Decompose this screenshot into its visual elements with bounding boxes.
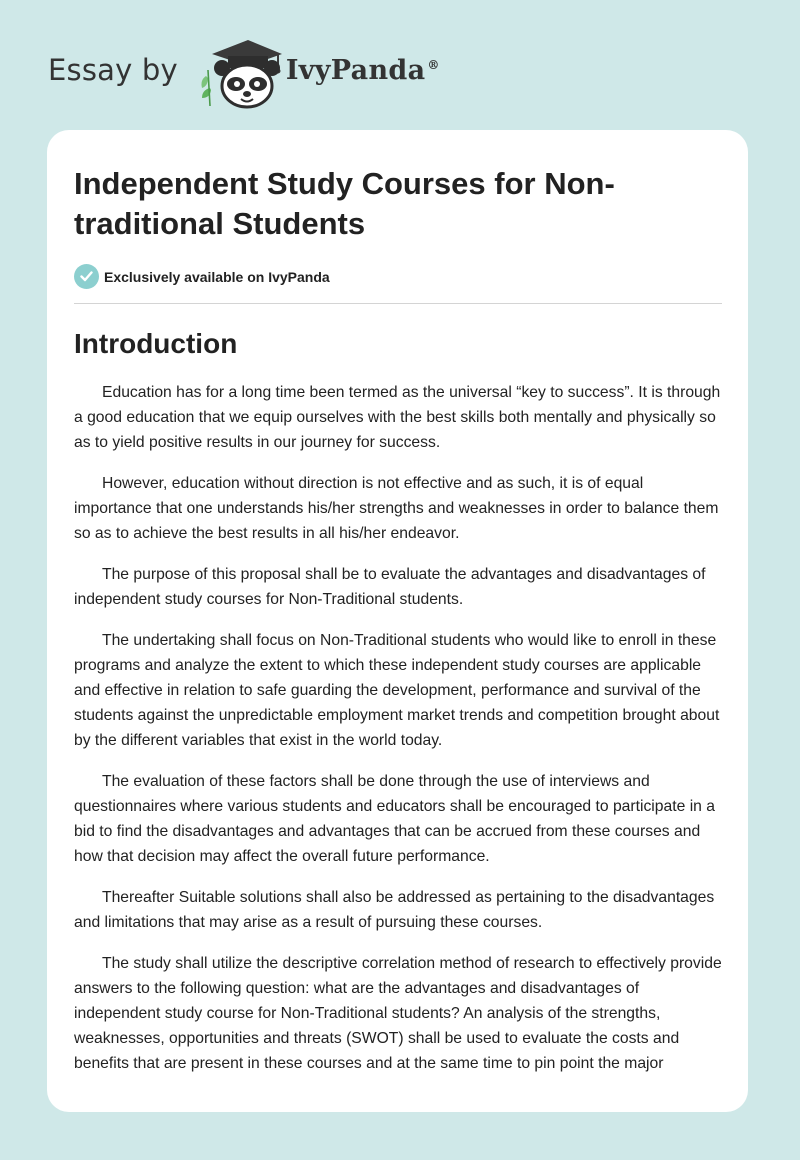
paragraph: Education has for a long time been termed as the universal “key to success”. It is through a good education that we equip ourselves with the best skills both mentally and physically so as to yield positive results in our journey for success. <box>74 384 721 451</box>
check-icon <box>74 264 99 289</box>
article-card <box>47 130 748 1112</box>
section-heading: Introduction <box>74 328 238 359</box>
paragraph: The purpose of this proposal shall be to evaluate the advantages and disadvantages of independent study courses for Non-Traditional students. <box>74 566 706 608</box>
paragraph: Thereafter Suitable solutions shall also be addressed as pertaining to the disadvantages and limitations that may arise as a result of pursuing these courses. <box>74 889 715 931</box>
paragraph: The study shall utilize the descriptive correlation method of research to effectively provide answers to the following question: what are the advantages and disadvantages of independent study course for Non-Traditional students? An analysis of the strengths, weaknesses, opportunities and threats (SWOT) shall be used to evaluate the costs and benefits that are present in these courses and at the same time to pin point the major <box>74 955 722 1072</box>
site-header <box>48 30 440 110</box>
exclusive-badge <box>74 264 722 304</box>
registered-mark: ® <box>427 57 440 72</box>
paragraph: However, education without direction is not effective and as such, it is of equal importance that one understands his/her strengths and weaknesses in order to balance them so as to achieve the best results in all his/her endeavor. <box>74 475 719 542</box>
panda-graduate-icon[interactable] <box>192 30 284 110</box>
page-title: Independent Study Courses for Non-traditional Students <box>74 166 615 241</box>
essay-by-label: Essay by <box>48 53 178 87</box>
brand-name[interactable]: IvyPanda ® <box>285 54 440 86</box>
badge-label: Exclusively available on IvyPanda <box>104 268 330 285</box>
paragraph: The undertaking shall focus on Non-Traditional students who would like to enroll in these programs and analyze the extent to which these independent study courses are applicable and effective in relation to safe guarding the development, performance and survival of the students against the unpredictable employment market trends and competition brought about by the different variables that exist in the world today. <box>74 632 720 749</box>
paragraph: The evaluation of these factors shall be done through the use of interviews and questionnaires where various students and educators shall be encouraged to participate in a bid to find the disadvantages and advantages that can be accrued from these courses and how that decision may affect the overall future performance. <box>74 773 715 865</box>
